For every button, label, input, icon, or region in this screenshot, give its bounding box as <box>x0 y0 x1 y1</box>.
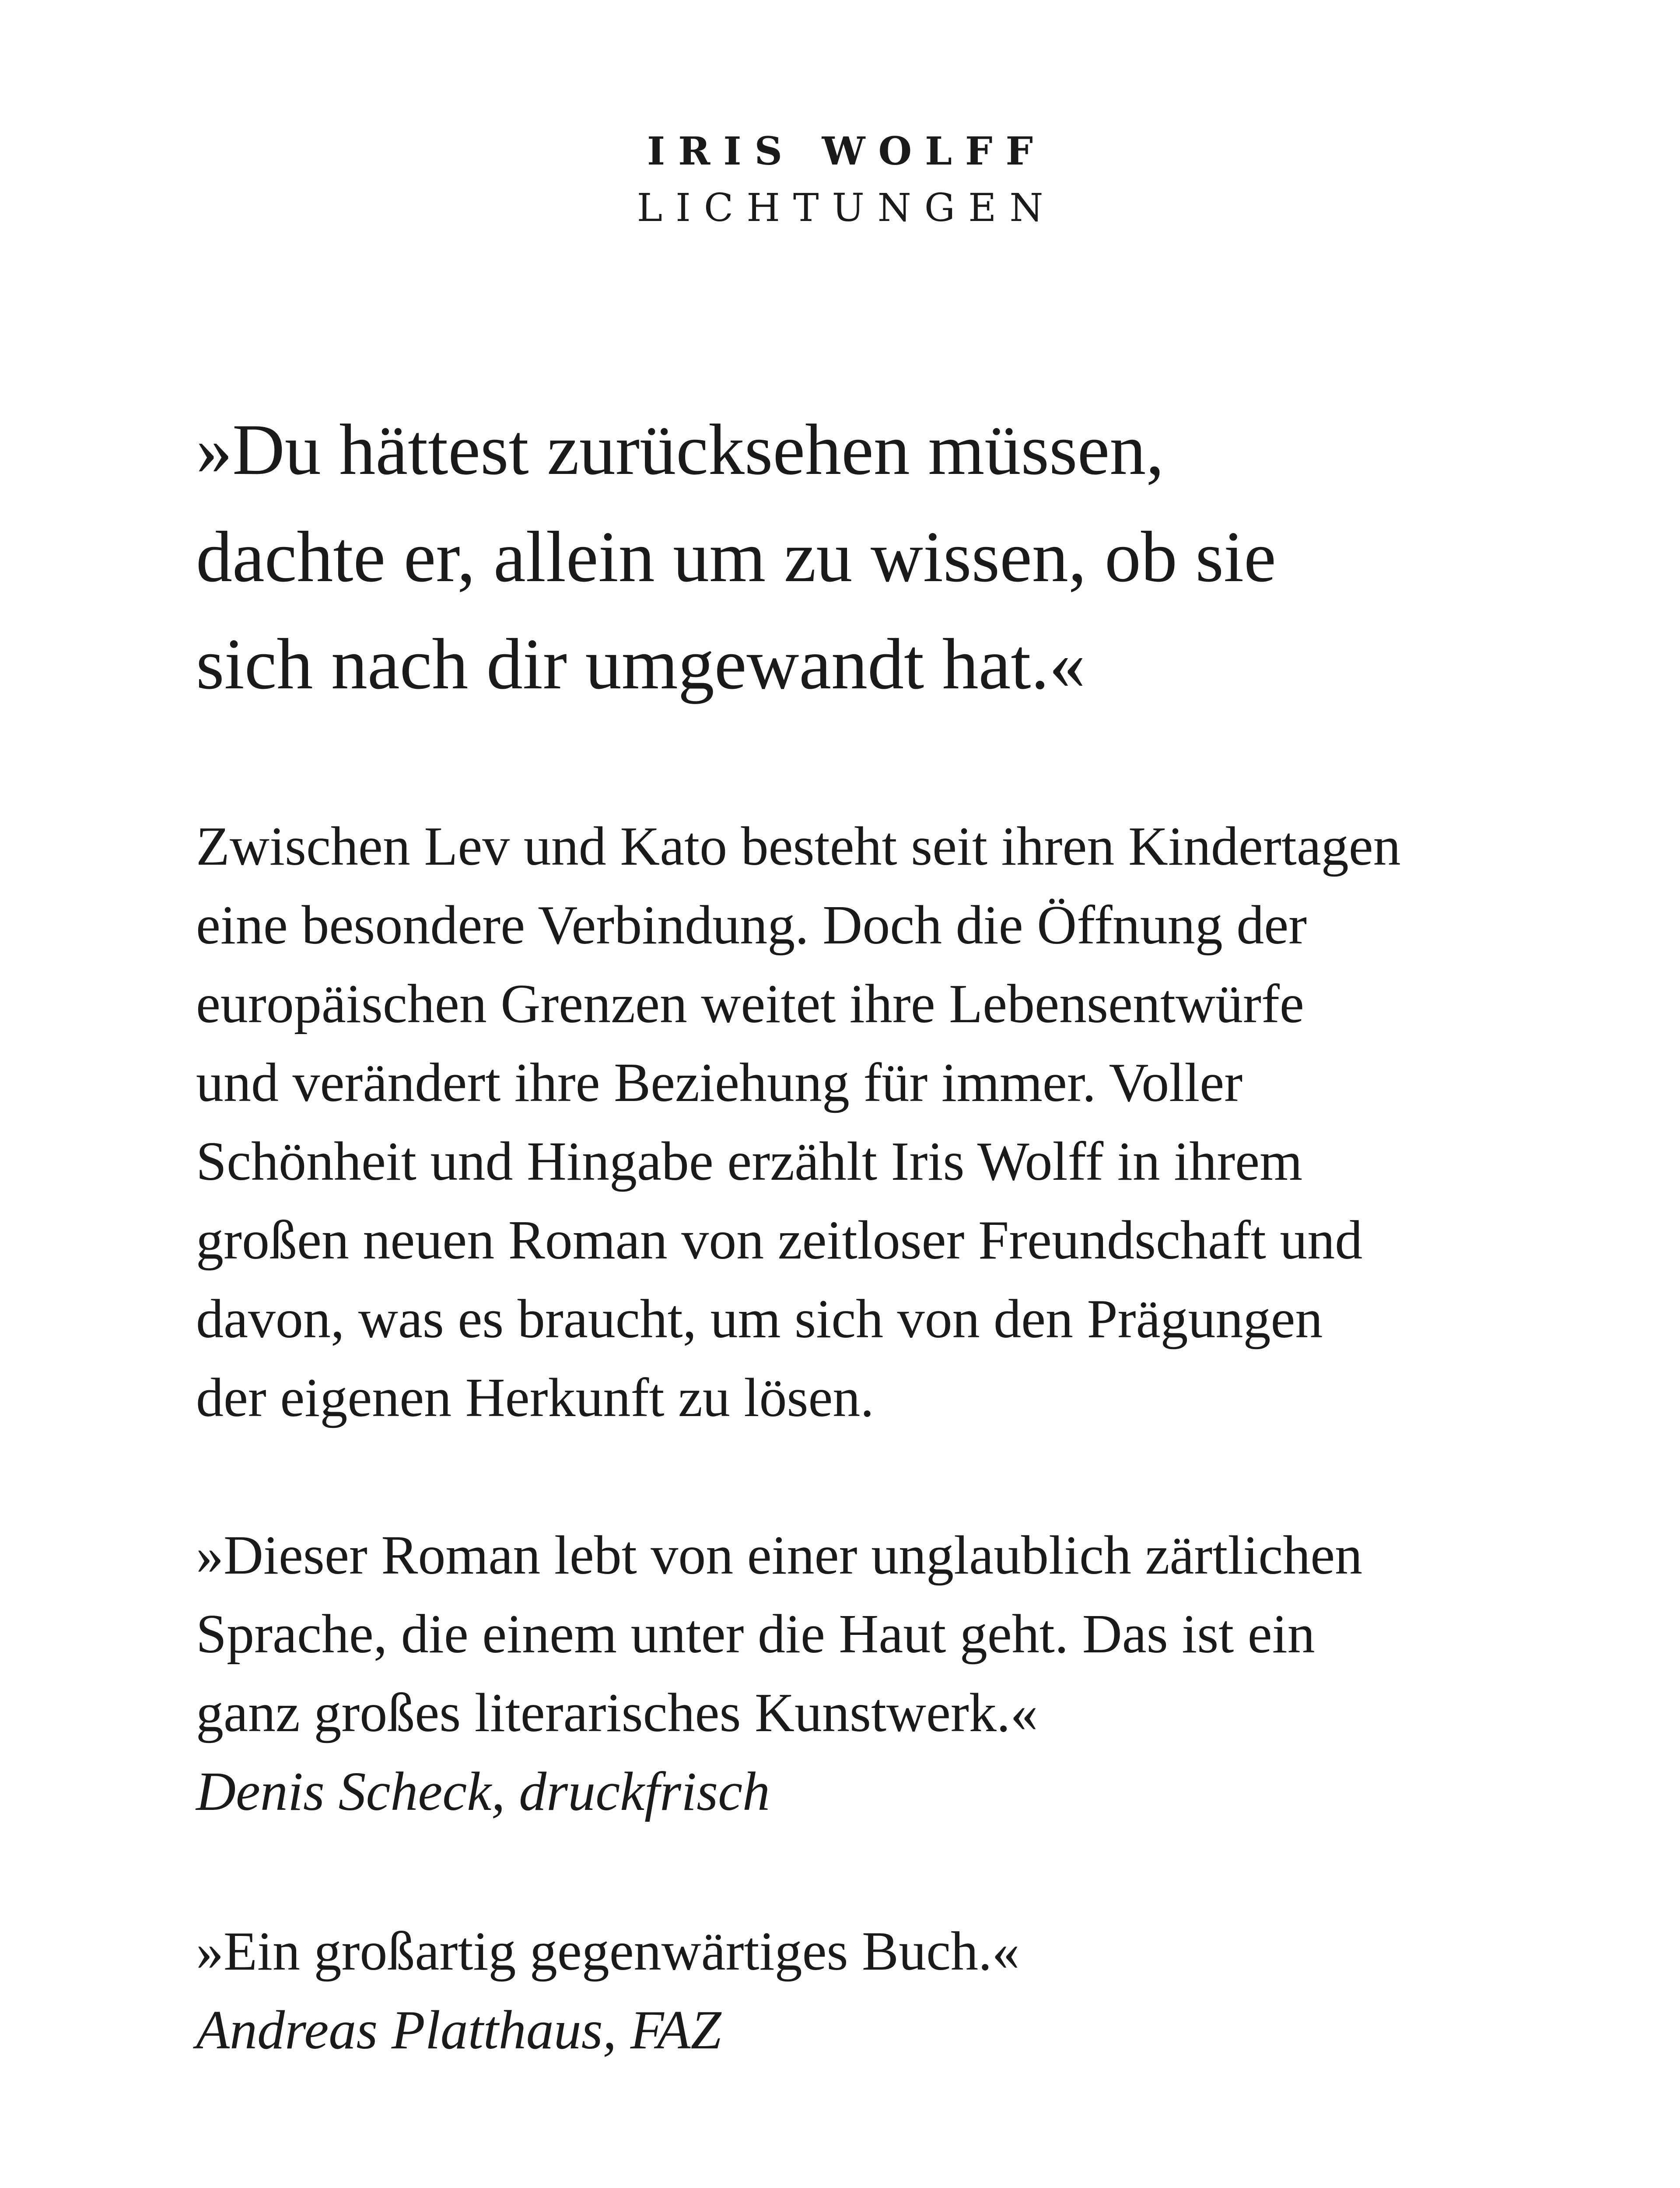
review-line: »Dieser Roman lebt von einer unglaublich zärtlichen <box>196 1525 1363 1586</box>
review-source: Denis Scheck, druckfrisch <box>196 1761 770 1822</box>
author-name: IRIS WOLFF <box>647 128 1046 174</box>
blurb-line: europäischen Grenzen weitet ihre Lebensentwürfe <box>196 974 1304 1034</box>
book-title: LICHTUNGEN <box>637 185 1057 230</box>
review-line: ganz großes literarisches Kunstwerk.« <box>196 1683 1038 1743</box>
blurb-line: und verändert ihre Beziehung für immer. Voller <box>196 1052 1243 1113</box>
book-blurb <box>196 807 1552 1438</box>
review-source: Andreas Platthaus, FAZ <box>196 2000 721 2061</box>
cover-header <box>0 127 1680 232</box>
lead-quote-line: sich nach dir umgewandt hat.« <box>196 624 1085 704</box>
blurb-line: Schönheit und Hingabe erzählt Iris Wolff in ihrem <box>196 1131 1303 1192</box>
lead-quote-line: »Du hättest zurücksehen müssen, <box>196 409 1164 490</box>
review-scheck <box>196 1516 1552 1831</box>
blurb-line: der eigenen Herkunft zu lösen. <box>196 1368 874 1428</box>
review-line: Sprache, die einem unter die Haut geht. Das ist ein <box>196 1604 1315 1665</box>
blurb-line: großen neuen Roman von zeitloser Freundschaft und <box>196 1210 1363 1271</box>
blurb-line: eine besondere Verbindung. Doch die Öffnung der <box>196 895 1307 956</box>
lead-quote-line: dachte er, allein um zu wissen, ob sie <box>196 516 1276 597</box>
lead-quote <box>196 396 1535 718</box>
review-platthaus <box>196 1912 1552 2070</box>
blurb-line: davon, was es braucht, um sich von den Prägungen <box>196 1289 1323 1350</box>
review-line: »Ein großartig gegenwärtiges Buch.« <box>196 1921 1020 1982</box>
blurb-line: Zwischen Lev und Kato besteht seit ihren Kindertagen <box>196 816 1401 877</box>
